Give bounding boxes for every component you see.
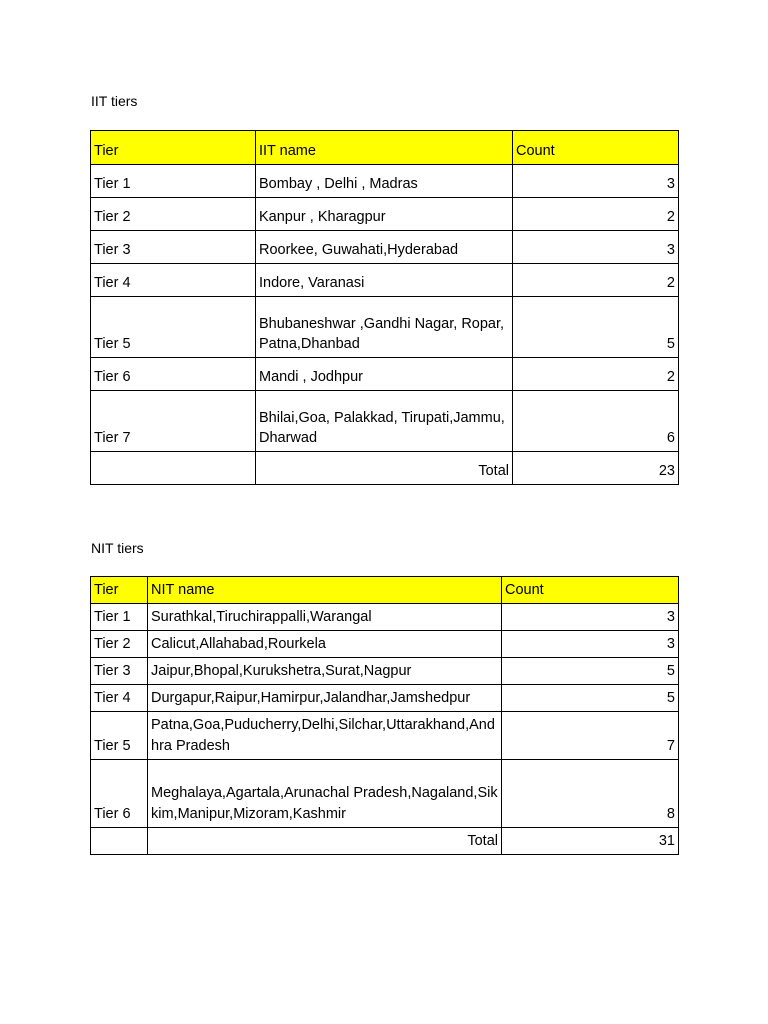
tier-cell: Tier 2 [91,198,256,231]
table-header-row [91,577,679,604]
name-cell: Patna,Goa,Puducherry,Delhi,Silchar,Uttarakhand,Andhra Pradesh [148,712,502,760]
table-row [91,760,679,828]
header-tier: Tier [91,577,148,604]
header-count: Count [502,577,679,604]
table-row [91,604,679,631]
name-cell: Roorkee, Guwahati,Hyderabad [256,231,513,264]
tier-cell: Tier 6 [91,760,148,828]
count-cell: 5 [502,685,679,712]
count-cell: 3 [513,231,679,264]
total-label: Total [148,828,502,855]
tier-cell: Tier 1 [91,165,256,198]
iit-tiers-table [90,130,679,485]
table-row [91,231,679,264]
total-count: 23 [513,452,679,485]
total-row [91,828,679,855]
table-row [91,685,679,712]
name-cell: Jaipur,Bhopal,Kurukshetra,Surat,Nagpur [148,658,502,685]
count-cell: 7 [502,712,679,760]
table-row [91,297,679,358]
table-row [91,264,679,297]
table-row [91,358,679,391]
count-cell: 3 [502,604,679,631]
header-tier: Tier [91,131,256,165]
tier-cell: Tier 1 [91,604,148,631]
nit-section-title: NIT tiers [91,540,144,556]
tier-cell: Tier 5 [91,712,148,760]
count-cell: 3 [513,165,679,198]
table-row [91,712,679,760]
total-count: 31 [502,828,679,855]
name-cell: Bhilai,Goa, Palakkad, Tirupati,Jammu, Dharwad [256,391,513,452]
empty-cell [91,828,148,855]
name-cell: Durgapur,Raipur,Hamirpur,Jalandhar,Jamshedpur [148,685,502,712]
count-cell: 5 [502,658,679,685]
total-row [91,452,679,485]
table-header-row [91,131,679,165]
name-cell: Calicut,Allahabad,Rourkela [148,631,502,658]
count-cell: 3 [502,631,679,658]
count-cell: 2 [513,264,679,297]
table-row [91,658,679,685]
name-cell: Kanpur , Kharagpur [256,198,513,231]
tier-cell: Tier 3 [91,231,256,264]
header-iit-name: IIT name [256,131,513,165]
total-label: Total [256,452,513,485]
name-cell: Surathkal,Tiruchirappalli,Warangal [148,604,502,631]
name-cell: Bombay , Delhi , Madras [256,165,513,198]
name-cell: Meghalaya,Agartala,Arunachal Pradesh,Nagaland,Sikkim,Manipur,Mizoram,Kashmir [148,760,502,828]
table-row [91,198,679,231]
table-row [91,391,679,452]
table-row [91,165,679,198]
header-nit-name: NIT name [148,577,502,604]
table-row [91,631,679,658]
count-cell: 2 [513,358,679,391]
header-count: Count [513,131,679,165]
iit-section-title: IIT tiers [91,93,138,109]
nit-tiers-table [90,576,679,855]
count-cell: 8 [502,760,679,828]
tier-cell: Tier 4 [91,264,256,297]
tier-cell: Tier 6 [91,358,256,391]
name-cell: Bhubaneshwar ,Gandhi Nagar, Ropar,Patna,Dhanbad [256,297,513,358]
tier-cell: Tier 4 [91,685,148,712]
count-cell: 5 [513,297,679,358]
name-cell: Indore, Varanasi [256,264,513,297]
count-cell: 6 [513,391,679,452]
empty-cell [91,452,256,485]
tier-cell: Tier 7 [91,391,256,452]
count-cell: 2 [513,198,679,231]
tier-cell: Tier 3 [91,658,148,685]
tier-cell: Tier 5 [91,297,256,358]
tier-cell: Tier 2 [91,631,148,658]
name-cell: Mandi , Jodhpur [256,358,513,391]
